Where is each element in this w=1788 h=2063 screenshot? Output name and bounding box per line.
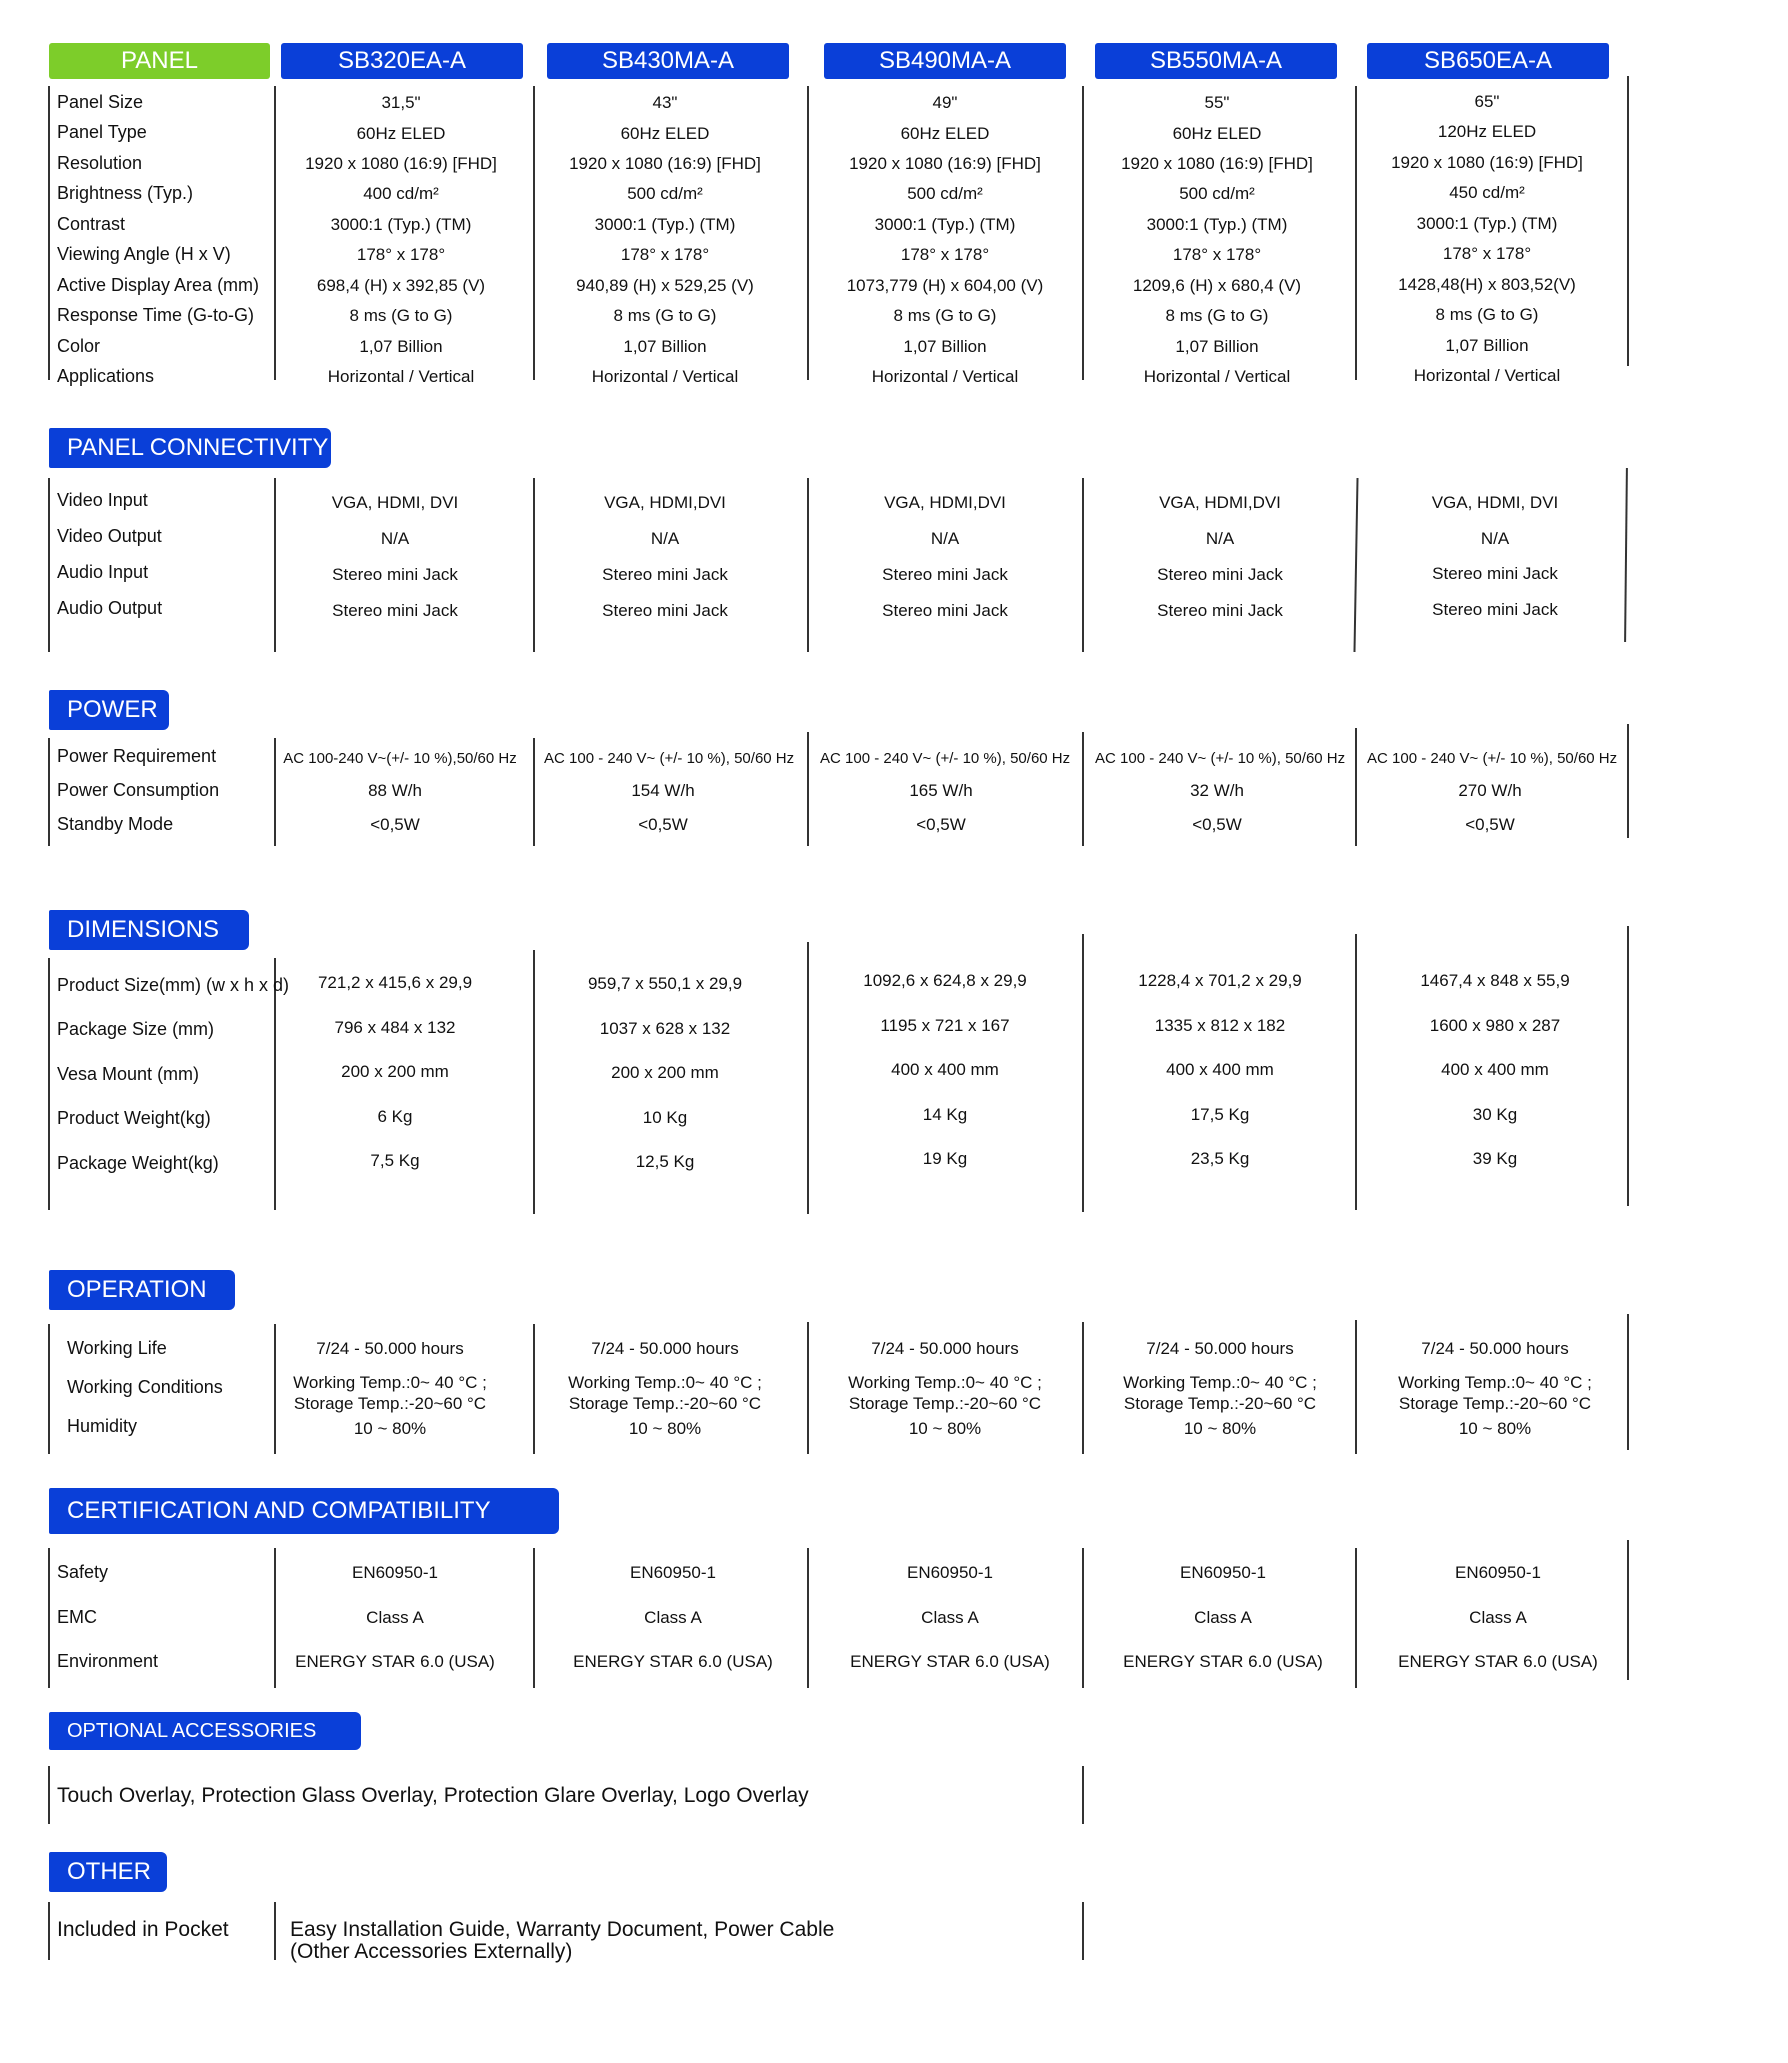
spec-value: Stereo mini Jack	[332, 601, 458, 620]
row-label: Package Weight(kg)	[57, 1153, 219, 1173]
working-life-value: 7/24 - 50.000 hours	[316, 1339, 464, 1358]
section-title-accessories: OPTIONAL ACCESSORIES	[49, 1712, 361, 1750]
spec-value: N/A	[1480, 529, 1510, 548]
divider	[1355, 728, 1357, 846]
divider	[1082, 478, 1084, 652]
divider	[1082, 1766, 1084, 1824]
row-label: Audio Output	[57, 598, 163, 618]
divider	[533, 950, 535, 1214]
spec-value: 1,07 Billion	[359, 337, 443, 356]
divider	[1082, 1322, 1084, 1454]
spec-value: 8 ms (G to G)	[1435, 305, 1539, 324]
spec-value: Class A	[366, 1608, 424, 1627]
divider	[1355, 1548, 1357, 1688]
spec-value: 1209,6 (H) x 680,4 (V)	[1132, 276, 1302, 295]
spec-value: Class A	[1469, 1608, 1527, 1627]
humidity-value: 10 ~ 80%	[1458, 1419, 1532, 1438]
spec-value: AC 100 - 240 V~ (+/- 10 %), 50/60 Hz	[1367, 750, 1618, 767]
spec-value: 3000:1 (Typ.) (TM)	[1416, 214, 1558, 233]
divider	[533, 1324, 535, 1454]
spec-value: 1,07 Billion	[623, 337, 707, 356]
divider	[533, 1548, 535, 1688]
spec-value: 43"	[652, 93, 678, 112]
spec-value: 12,5 Kg	[635, 1152, 695, 1171]
other-line1: Easy Installation Guide, Warranty Document, Power Cable	[290, 1918, 835, 1941]
model-header: SB550MA-A	[1095, 43, 1337, 79]
row-label: Resolution	[57, 153, 143, 173]
row-label: Panel Type	[57, 122, 147, 142]
divider	[48, 1902, 50, 1960]
divider	[274, 1902, 276, 1960]
spec-value: 178° x 178°	[1172, 245, 1262, 264]
spec-value: 178° x 178°	[356, 245, 446, 264]
spec-value: AC 100 - 240 V~ (+/- 10 %), 50/60 Hz	[544, 750, 795, 767]
spec-value: Horizontal / Vertical	[1413, 366, 1561, 385]
working-life-value: 7/24 - 50.000 hours	[591, 1339, 739, 1358]
spec-value: 8 ms (G to G)	[1165, 306, 1269, 325]
spec-value: EN60950-1	[351, 1563, 438, 1582]
row-label: Brightness (Typ.)	[57, 183, 194, 203]
spec-value: 1428,48(H) x 803,52(V)	[1398, 275, 1576, 294]
divider	[1082, 934, 1084, 1212]
spec-value: EN60950-1	[906, 1563, 993, 1582]
model-header: SB430MA-A	[547, 43, 789, 79]
humidity-value: 10 ~ 80%	[353, 1419, 427, 1438]
divider	[1627, 76, 1629, 366]
storage-temp-value: Storage Temp.:-20~60 °C	[848, 1394, 1042, 1413]
row-label: Environment	[57, 1651, 159, 1671]
divider	[1082, 86, 1084, 380]
spec-value: 49"	[932, 93, 958, 112]
storage-temp-value: Storage Temp.:-20~60 °C	[568, 1394, 762, 1413]
spec-value: Stereo mini Jack	[332, 565, 458, 584]
spec-value: 23,5 Kg	[1190, 1149, 1250, 1168]
spec-value: 6 Kg	[377, 1107, 413, 1126]
spec-value: 3000:1 (Typ.) (TM)	[330, 215, 472, 234]
spec-value: 17,5 Kg	[1190, 1105, 1250, 1124]
spec-value: 178° x 178°	[900, 245, 990, 264]
divider	[533, 738, 535, 846]
spec-value: 3000:1 (Typ.) (TM)	[1146, 215, 1288, 234]
spec-value: 500 cd/m²	[907, 184, 983, 203]
spec-value: ENERGY STAR 6.0 (USA)	[1123, 1652, 1323, 1671]
spec-value: 1,07 Billion	[903, 337, 987, 356]
spec-value: <0,5W	[916, 815, 966, 834]
row-label: Power Consumption	[57, 780, 220, 800]
divider	[48, 738, 50, 846]
divider	[48, 1766, 50, 1824]
spec-value: 88 W/h	[368, 781, 422, 800]
divider	[1082, 1902, 1084, 1960]
divider	[807, 86, 809, 380]
spec-value: 1195 x 721 x 167	[880, 1016, 1010, 1035]
spec-value: VGA, HDMI, DVI	[1431, 493, 1559, 512]
spec-value: 1920 x 1080 (16:9) [FHD]	[849, 154, 1041, 173]
working-temp-value: Working Temp.:0~ 40 °C ;	[568, 1373, 762, 1392]
spec-value: 450 cd/m²	[1449, 183, 1525, 202]
row-label: Contrast	[57, 214, 126, 234]
section-title-connectivity: PANEL CONNECTIVITY	[49, 428, 331, 468]
spec-value: 7,5 Kg	[370, 1151, 420, 1170]
working-life-value: 7/24 - 50.000 hours	[1421, 1339, 1569, 1358]
spec-value: 200 x 200 mm	[341, 1062, 449, 1081]
spec-value: VGA, HDMI,DVI	[884, 493, 1006, 512]
working-life-value: 7/24 - 50.000 hours	[1146, 1339, 1294, 1358]
other-line2: (Other Accessories Externally)	[290, 1940, 573, 1963]
spec-value: Stereo mini Jack	[602, 565, 728, 584]
spec-value: 400 x 400 mm	[891, 1060, 999, 1079]
spec-value: 1,07 Billion	[1175, 337, 1259, 356]
divider	[1082, 1548, 1084, 1688]
spec-value: 60Hz ELED	[620, 124, 710, 143]
spec-value: ENERGY STAR 6.0 (USA)	[1398, 1652, 1598, 1671]
working-temp-value: Working Temp.:0~ 40 °C ;	[1123, 1373, 1317, 1392]
spec-value: <0,5W	[370, 815, 420, 834]
spec-value: EN60950-1	[1179, 1563, 1266, 1582]
row-label: Applications	[57, 366, 155, 386]
divider	[807, 478, 809, 652]
spec-value: Stereo mini Jack	[882, 601, 1008, 620]
spec-value: 796 x 484 x 132	[334, 1018, 456, 1037]
spec-value: 500 cd/m²	[627, 184, 703, 203]
spec-value: 1920 x 1080 (16:9) [FHD]	[569, 154, 761, 173]
spec-value: Stereo mini Jack	[1432, 600, 1558, 619]
spec-value: AC 100 - 240 V~ (+/- 10 %), 50/60 Hz	[820, 750, 1071, 767]
section-title-other: OTHER	[49, 1852, 167, 1892]
spec-value: 19 Kg	[922, 1149, 968, 1168]
spec-value: 721,2 x 415,6 x 29,9	[317, 973, 473, 992]
spec-value: 400 cd/m²	[363, 184, 439, 203]
spec-value: 500 cd/m²	[1179, 184, 1255, 203]
spec-value: 8 ms (G to G)	[349, 306, 453, 325]
spec-value: 39 Kg	[1472, 1149, 1518, 1168]
model-header: SB320EA-A	[281, 43, 523, 79]
section-title-certification: CERTIFICATION AND COMPATIBILITY	[49, 1488, 559, 1534]
spec-value: N/A	[930, 529, 960, 548]
section-title-dimensions: DIMENSIONS	[49, 910, 249, 950]
row-label: Package Size (mm)	[57, 1019, 215, 1039]
row-label: Working Conditions	[67, 1377, 223, 1397]
spec-value: Horizontal / Vertical	[327, 367, 475, 386]
divider	[1627, 1540, 1629, 1680]
spec-value: Stereo mini Jack	[1157, 601, 1283, 620]
model-header: SB650EA-A	[1367, 43, 1609, 79]
spec-value: 1467,4 x 848 x 55,9	[1420, 971, 1570, 990]
working-life-value: 7/24 - 50.000 hours	[871, 1339, 1019, 1358]
row-label: Product Size(mm) (w x h x d)	[57, 975, 290, 995]
row-label: Product Weight(kg)	[57, 1108, 211, 1128]
row-label: Color	[57, 336, 101, 356]
working-temp-value: Working Temp.:0~ 40 °C ;	[1398, 1373, 1592, 1392]
row-label: Vesa Mount (mm)	[57, 1064, 200, 1084]
spec-value: VGA, HDMI,DVI	[1159, 493, 1281, 512]
accessories-text: Touch Overlay, Protection Glass Overlay, Protection Glare Overlay, Logo Overlay	[57, 1784, 809, 1807]
row-label: Active Display Area (mm)	[57, 275, 260, 295]
spec-value: Stereo mini Jack	[602, 601, 728, 620]
divider	[807, 1322, 809, 1454]
divider	[1627, 1314, 1629, 1450]
spec-value: 14 Kg	[922, 1105, 968, 1124]
spec-value: 1920 x 1080 (16:9) [FHD]	[1121, 154, 1313, 173]
row-label: Power Requirement	[57, 746, 217, 766]
spec-value: 1073,779 (H) x 604,00 (V)	[846, 276, 1044, 295]
divider	[807, 732, 809, 846]
storage-temp-value: Storage Temp.:-20~60 °C	[1123, 1394, 1317, 1413]
spec-value: 400 x 400 mm	[1166, 1060, 1274, 1079]
spec-value: 60Hz ELED	[356, 124, 446, 143]
spec-value: Stereo mini Jack	[1157, 565, 1283, 584]
divider	[1355, 1320, 1357, 1454]
divider	[1355, 934, 1357, 1210]
divider	[48, 86, 50, 380]
section-title-operation: OPERATION	[49, 1270, 235, 1310]
storage-temp-value: Storage Temp.:-20~60 °C	[1398, 1394, 1592, 1413]
section-title-power: POWER	[49, 690, 169, 730]
spec-value: <0,5W	[638, 815, 688, 834]
spec-value: 3000:1 (Typ.) (TM)	[874, 215, 1016, 234]
working-temp-value: Working Temp.:0~ 40 °C ;	[848, 1373, 1042, 1392]
spec-value: <0,5W	[1465, 815, 1515, 834]
spec-value: 1920 x 1080 (16:9) [FHD]	[305, 154, 497, 173]
spec-value: 10 Kg	[642, 1108, 688, 1127]
spec-value: 30 Kg	[1472, 1105, 1518, 1124]
spec-value: 400 x 400 mm	[1441, 1060, 1549, 1079]
row-label: Humidity	[67, 1416, 138, 1436]
row-label: Safety	[57, 1562, 109, 1582]
spec-value: 32 W/h	[1190, 781, 1244, 800]
spec-value: 120Hz ELED	[1437, 122, 1537, 141]
spec-value: AC 100 - 240 V~ (+/- 10 %), 50/60 Hz	[1095, 750, 1346, 767]
divider	[807, 942, 809, 1214]
spec-value: EN60950-1	[629, 1563, 716, 1582]
divider	[1353, 478, 1358, 652]
spec-value: 8 ms (G to G)	[893, 306, 997, 325]
divider	[807, 1548, 809, 1688]
spec-value: 1228,4 x 701,2 x 29,9	[1138, 971, 1302, 990]
humidity-value: 10 ~ 80%	[1183, 1419, 1257, 1438]
spec-value: ENERGY STAR 6.0 (USA)	[295, 1652, 495, 1671]
spec-value: 31,5"	[381, 93, 421, 112]
row-label: Working Life	[67, 1338, 167, 1358]
spec-value: 178° x 178°	[620, 245, 710, 264]
spec-value: 65"	[1474, 92, 1500, 111]
divider	[48, 958, 50, 1210]
spec-value: 178° x 178°	[1442, 244, 1532, 263]
spec-value: 165 W/h	[909, 781, 973, 800]
working-temp-value: Working Temp.:0~ 40 °C ;	[293, 1373, 487, 1392]
spec-value: ENERGY STAR 6.0 (USA)	[850, 1652, 1050, 1671]
spec-value: 959,7 x 550,1 x 29,9	[587, 974, 743, 993]
divider	[1355, 86, 1357, 380]
row-label: EMC	[57, 1607, 97, 1627]
other-label: Included in Pocket	[57, 1918, 229, 1941]
model-header: SB490MA-A	[824, 43, 1066, 79]
spec-value: 1600 x 980 x 287	[1429, 1016, 1561, 1035]
panel-header: PANEL	[49, 43, 270, 79]
spec-value: 940,89 (H) x 529,25 (V)	[576, 276, 754, 295]
divider	[48, 1324, 50, 1454]
spec-value: Class A	[644, 1608, 702, 1627]
spec-value: 270 W/h	[1458, 781, 1522, 800]
spec-value: Stereo mini Jack	[882, 565, 1008, 584]
spec-value: Class A	[921, 1608, 979, 1627]
spec-value: Horizontal / Vertical	[1143, 367, 1291, 386]
spec-value: 60Hz ELED	[1172, 124, 1262, 143]
spec-value: ENERGY STAR 6.0 (USA)	[573, 1652, 773, 1671]
spec-value: 698,4 (H) x 392,85 (V)	[316, 276, 486, 295]
spec-value: AC 100-240 V~(+/- 10 %),50/60 Hz	[283, 750, 517, 767]
humidity-value: 10 ~ 80%	[908, 1419, 982, 1438]
spec-value: VGA, HDMI,DVI	[604, 493, 726, 512]
spec-value: N/A	[650, 529, 680, 548]
divider	[1082, 732, 1084, 846]
humidity-value: 10 ~ 80%	[628, 1419, 702, 1438]
row-label: Video Input	[57, 490, 148, 510]
row-label: Panel Size	[57, 92, 144, 112]
spec-value: EN60950-1	[1454, 1563, 1541, 1582]
spec-value: N/A	[1205, 529, 1235, 548]
spec-value: 1920 x 1080 (16:9) [FHD]	[1391, 153, 1583, 172]
spec-value: 60Hz ELED	[900, 124, 990, 143]
row-label: Standby Mode	[57, 814, 174, 834]
storage-temp-value: Storage Temp.:-20~60 °C	[293, 1394, 487, 1413]
spec-value: VGA, HDMI, DVI	[331, 493, 459, 512]
row-label: Response Time (G-to-G)	[57, 305, 255, 325]
spec-value: Class A	[1194, 1608, 1252, 1627]
spec-value: 55"	[1204, 93, 1230, 112]
row-label: Viewing Angle (H x V)	[57, 244, 231, 264]
divider	[1624, 468, 1628, 642]
divider	[533, 478, 535, 652]
spec-value: 1037 x 628 x 132	[599, 1019, 731, 1038]
row-label: Video Output	[57, 526, 162, 546]
divider	[533, 86, 535, 380]
spec-value: Horizontal / Vertical	[591, 367, 739, 386]
spec-value: 1092,6 x 624,8 x 29,9	[863, 971, 1027, 990]
spec-value: 1,07 Billion	[1445, 336, 1529, 355]
divider	[1627, 724, 1629, 838]
spec-value: N/A	[380, 529, 410, 548]
divider	[48, 1548, 50, 1688]
divider	[48, 478, 50, 652]
spec-value: 154 W/h	[631, 781, 695, 800]
row-label: Audio Input	[57, 562, 149, 582]
spec-value: Stereo mini Jack	[1432, 564, 1558, 583]
divider	[1627, 926, 1629, 1206]
spec-value: <0,5W	[1192, 815, 1242, 834]
spec-value: 1335 x 812 x 182	[1154, 1016, 1286, 1035]
spec-value: 200 x 200 mm	[611, 1063, 719, 1082]
spec-value: Horizontal / Vertical	[871, 367, 1019, 386]
spec-value: 3000:1 (Typ.) (TM)	[594, 215, 736, 234]
spec-value: 8 ms (G to G)	[613, 306, 717, 325]
